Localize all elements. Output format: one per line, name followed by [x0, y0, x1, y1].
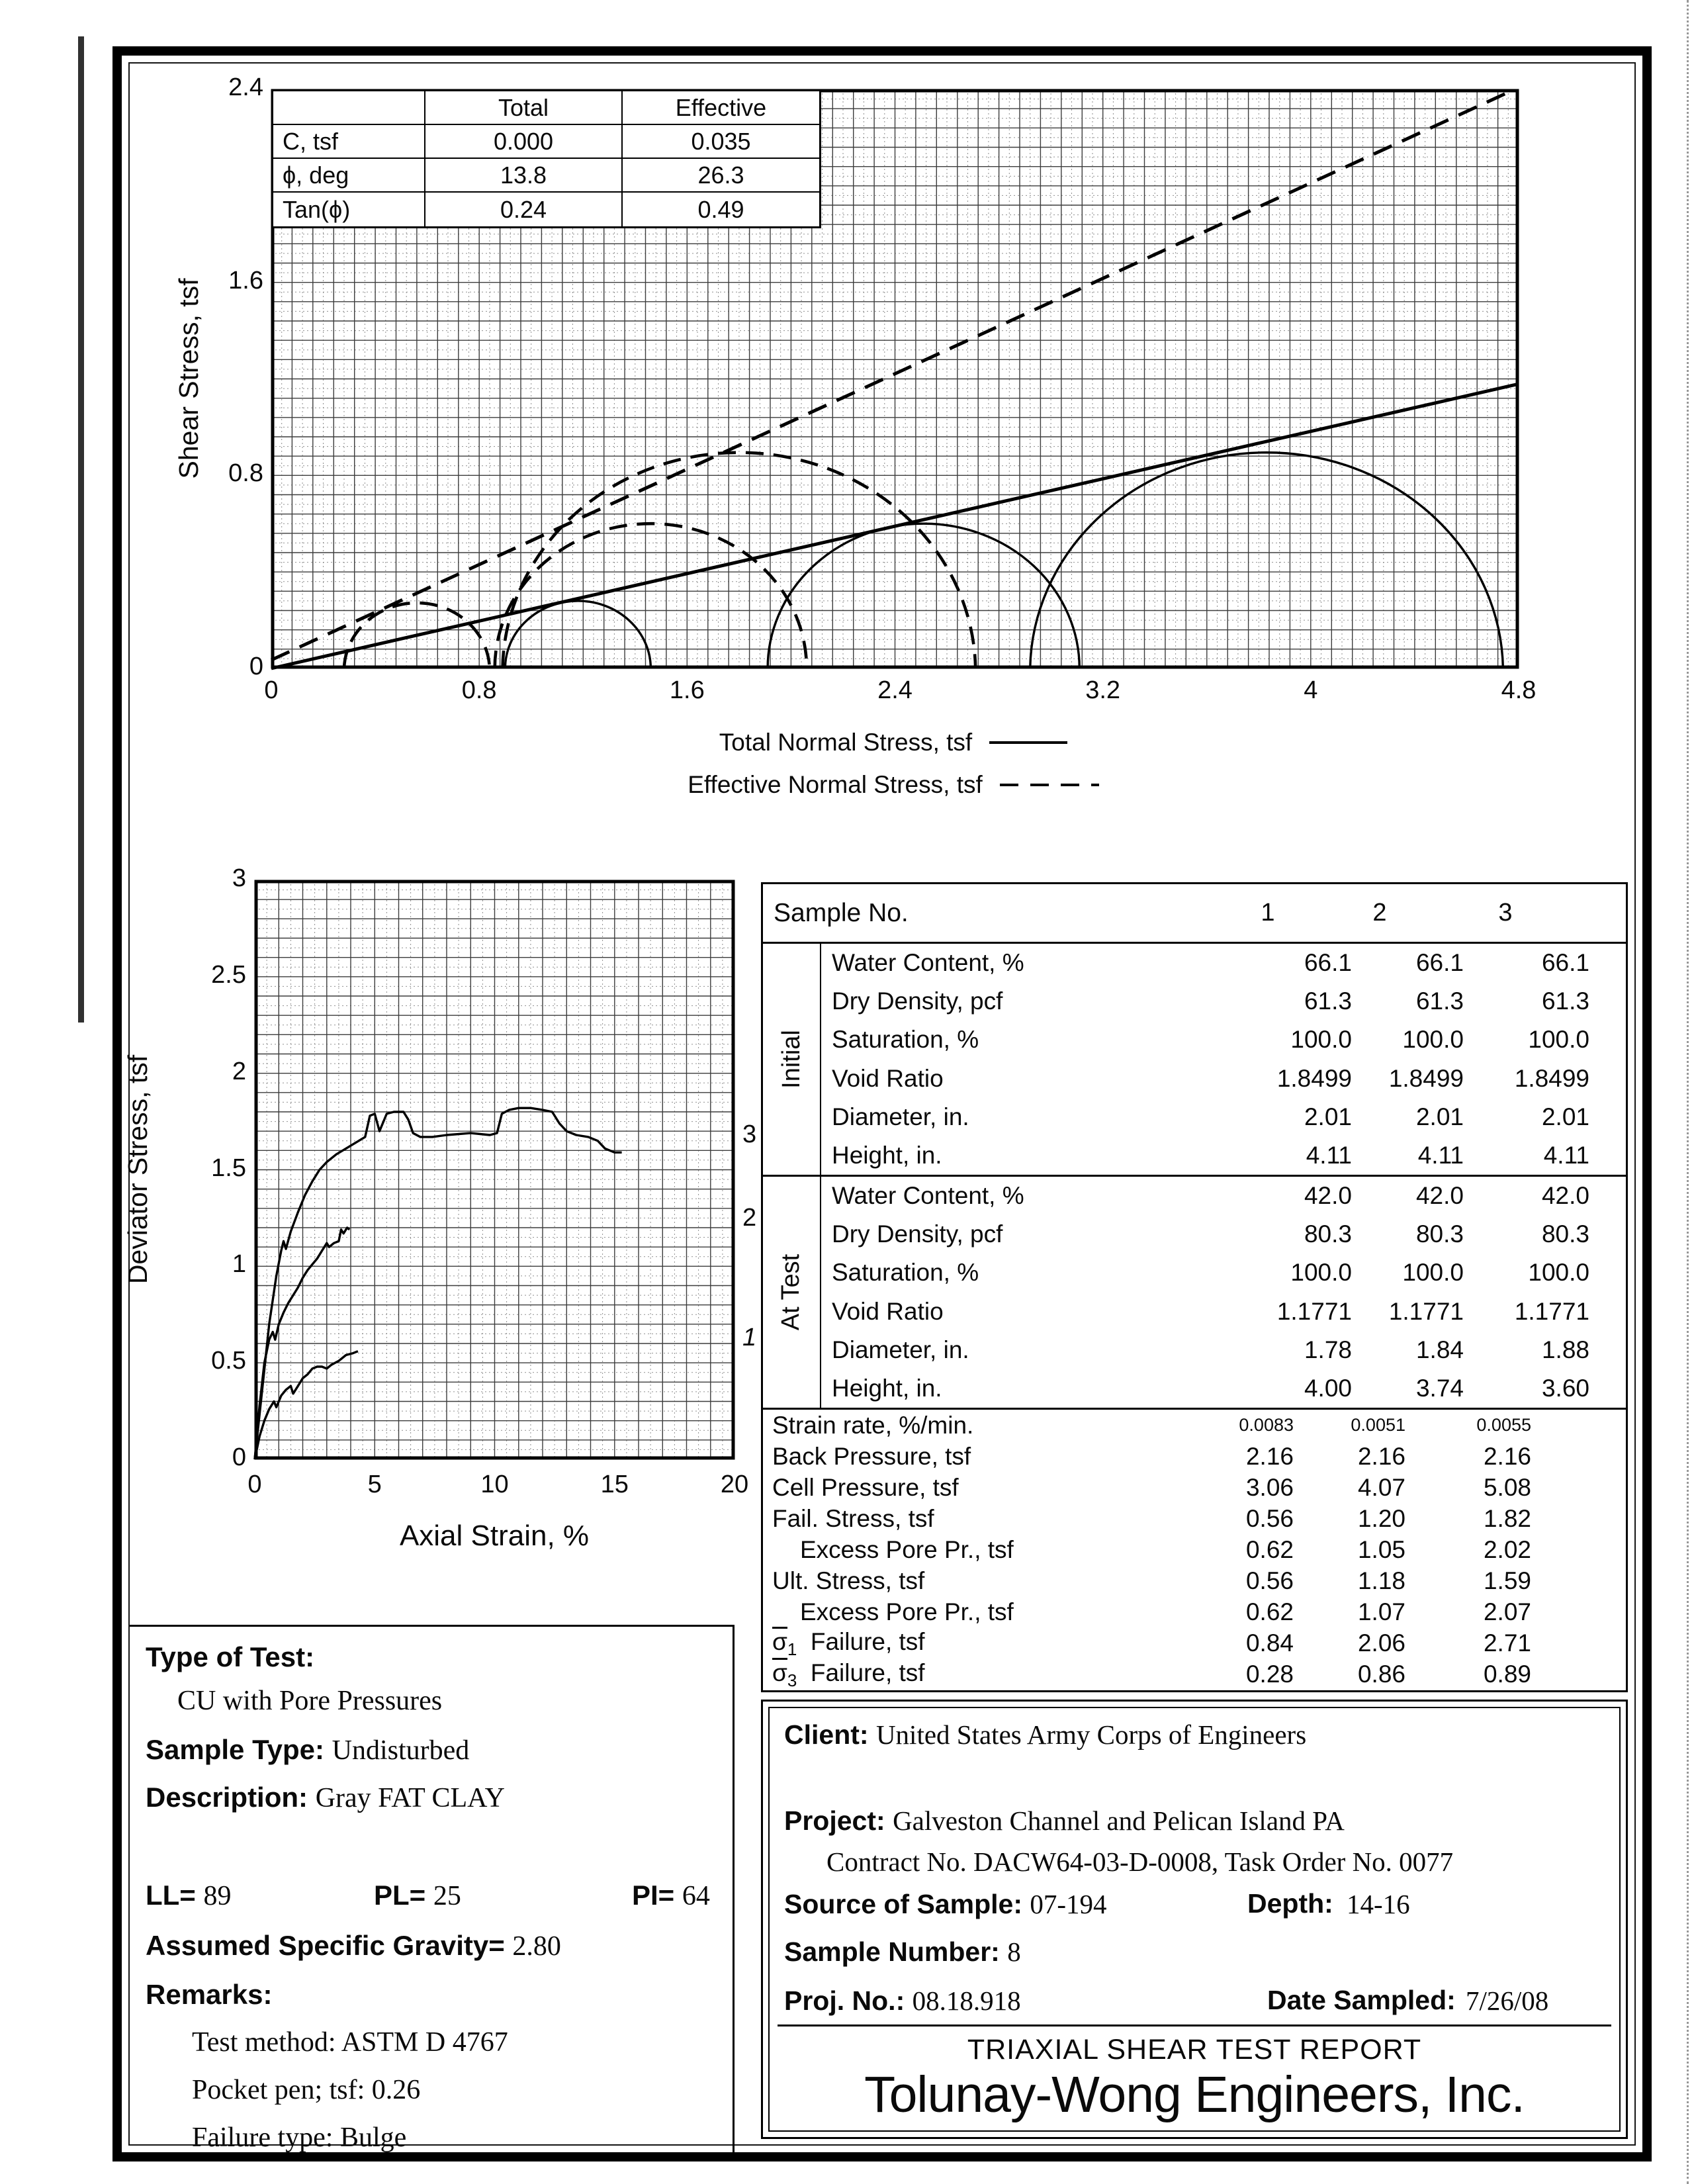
client-value: United States Army Corps of Engineers — [875, 1719, 1307, 1750]
gravity-line — [146, 1930, 726, 1964]
mohr-legend — [503, 721, 1284, 806]
value-cell: 1.8499 — [1388, 1064, 1464, 1092]
mohr-x-tick-label: 4.8 — [1501, 676, 1537, 704]
row-label: Back Pressure, tsf — [772, 1442, 971, 1470]
client-title-box — [761, 1700, 1628, 2139]
company-name: Tolunay-Wong Engineers, Inc. — [864, 2066, 1525, 2123]
table-row — [763, 1441, 1626, 1472]
depth-label: Depth: — [1247, 1888, 1333, 1919]
param-effective-value: 0.49 — [697, 195, 744, 223]
legend-label-effective: Effective Normal Stress, tsf — [688, 771, 983, 798]
type-of-test-box — [130, 1625, 735, 2152]
table-row — [763, 1534, 1626, 1565]
table-row — [763, 1472, 1626, 1503]
section-rotated-label — [763, 944, 821, 1175]
row-label: Ult. Stress, tsf — [772, 1567, 925, 1595]
section-rows — [821, 1177, 1626, 1408]
value-cell: 0.0055 — [1476, 1415, 1531, 1435]
strain-y-tick-label: 1 — [232, 1250, 246, 1279]
description-line — [146, 1782, 726, 1816]
value-cell: 66.1 — [1541, 949, 1589, 977]
projno-date-line — [784, 1985, 1549, 2017]
value-cell: 66.1 — [1304, 949, 1352, 977]
value-cell: 1.59 — [1483, 1567, 1531, 1595]
type-of-test-label: Type of Test: — [146, 1641, 315, 1672]
value-cell: 4.11 — [1306, 1141, 1352, 1169]
value-cell: 4.07 — [1357, 1473, 1405, 1501]
sample-table-lower-rows — [763, 1410, 1626, 1690]
sigma-bar-symbol: σ — [772, 1628, 787, 1656]
value-cell: 3.06 — [1245, 1473, 1294, 1501]
report-title: TRIAXIAL SHEAR TEST REPORT — [967, 2034, 1422, 2066]
value-cell: 80.3 — [1304, 1220, 1352, 1248]
strain-y-tick-label: 2.5 — [211, 960, 246, 989]
mohr-x-tick-label: 3.2 — [1085, 676, 1121, 704]
param-total-value: 0.000 — [425, 125, 623, 159]
table-row — [821, 1215, 1626, 1253]
value-cell: 2.01 — [1415, 1103, 1464, 1130]
value-cell: 42.0 — [1541, 1182, 1589, 1210]
project-label: Project: — [784, 1805, 885, 1836]
row-label: Water Content, % — [832, 1182, 1024, 1210]
strain-y-tick-label: 0 — [232, 1443, 246, 1471]
sample-number-value: 8 — [1007, 1936, 1021, 1967]
strain-x-tick-label: 15 — [600, 1471, 629, 1498]
value-cell: 100.0 — [1528, 1259, 1589, 1287]
ll-pair — [146, 1880, 232, 1912]
sample-table-header — [763, 884, 1626, 944]
value-cell: 80.3 — [1541, 1220, 1589, 1248]
description-value: Gray FAT CLAY — [315, 1783, 505, 1813]
table-row — [821, 1136, 1626, 1175]
value-cell: 80.3 — [1415, 1220, 1464, 1248]
project-line — [784, 1805, 1345, 1837]
table-row — [821, 1177, 1626, 1215]
strength-parameters-table — [271, 89, 821, 228]
pi-label: PI= — [632, 1880, 675, 1911]
row-label: Void Ratio — [832, 1064, 944, 1092]
project-value: Galveston Channel and Pelican Island PA — [893, 1805, 1345, 1836]
table-row — [821, 982, 1626, 1021]
source-depth-line — [784, 1888, 1410, 1920]
depth-value: 14-16 — [1347, 1889, 1410, 1919]
mohr-x-tick-label: 1.6 — [669, 676, 705, 704]
value-cell: 1.1771 — [1514, 1297, 1589, 1325]
strain-y-tick-label: 3 — [232, 864, 246, 892]
sample-id-header: 3 — [1498, 899, 1513, 927]
sigma-subscript: 3 — [787, 1670, 797, 1691]
param-header-effective: Effective — [623, 91, 819, 125]
value-cell: 2.71 — [1483, 1629, 1531, 1657]
legend-solid-line-sample — [989, 741, 1067, 744]
pi-value: 64 — [682, 1881, 710, 1911]
table-row — [763, 1503, 1626, 1534]
table-row — [821, 1331, 1626, 1369]
table-row — [821, 1369, 1626, 1408]
value-cell: 61.3 — [1304, 987, 1352, 1015]
value-cell: 0.56 — [1245, 1567, 1294, 1595]
mohr-y-axis-title: Shear Stress, tsf — [173, 278, 204, 479]
value-cell: 100.0 — [1402, 1259, 1464, 1287]
strain-y-tick-label: 2 — [232, 1057, 246, 1085]
value-cell: 1.78 — [1304, 1336, 1352, 1363]
value-cell: 4.00 — [1304, 1374, 1352, 1402]
legend-row-effective — [503, 764, 1284, 806]
value-cell: 2.01 — [1304, 1103, 1352, 1130]
pl-value: 25 — [433, 1881, 461, 1911]
value-cell: 2.07 — [1483, 1598, 1531, 1626]
curve-label-1: 1 — [742, 1323, 757, 1351]
value-cell: 42.0 — [1415, 1182, 1464, 1210]
value-cell: 61.3 — [1415, 987, 1464, 1015]
row-label: Water Content, % — [832, 949, 1024, 977]
pi-pair — [632, 1880, 710, 1912]
param-corner-cell — [273, 91, 425, 125]
value-cell: 61.3 — [1541, 987, 1589, 1015]
value-cell: 100.0 — [1528, 1026, 1589, 1054]
row-label: Diameter, in. — [832, 1336, 969, 1363]
value-cell: 2.01 — [1541, 1103, 1589, 1130]
sample-number-line — [784, 1936, 1021, 1968]
strain-x-tick-label: 5 — [367, 1471, 382, 1498]
proj-no-value: 08.18.918 — [912, 1985, 1021, 2016]
gravity-label: Assumed Specific Gravity= — [146, 1930, 505, 1961]
value-cell: 0.56 — [1245, 1504, 1294, 1532]
value-cell: 0.0051 — [1351, 1415, 1405, 1435]
row-label: Height, in. — [832, 1141, 942, 1169]
value-cell: 5.08 — [1483, 1473, 1531, 1501]
value-cell: 1.05 — [1357, 1535, 1405, 1563]
param-effective-value: 0.035 — [623, 125, 819, 159]
legend-dashed-line-sample — [1000, 784, 1099, 786]
value-cell: 2.06 — [1357, 1629, 1405, 1657]
remark-line: Pocket pen; tsf: 0.26 — [192, 2075, 421, 2105]
row-label: Dry Density, pcf — [832, 1220, 1003, 1248]
legend-row-total — [503, 721, 1284, 764]
table-section-at-test — [763, 1177, 1626, 1410]
source-label: Source of Sample: — [784, 1889, 1022, 1919]
value-cell: 100.0 — [1290, 1026, 1352, 1054]
mohr-x-tick-label: 2.4 — [877, 676, 913, 704]
type-of-test-value: CU with Pore Pressures — [177, 1686, 443, 1716]
value-cell: 0.86 — [1357, 1661, 1405, 1688]
sample-no-label: Sample No. — [774, 899, 909, 927]
param-row-label: C, tsf — [273, 125, 425, 159]
section-group-label: Initial — [777, 1030, 805, 1089]
table-row — [763, 1659, 1626, 1690]
legend-label-total: Total Normal Stress, tsf — [719, 729, 973, 756]
row-label: Void Ratio — [832, 1297, 944, 1325]
strain-y-tick-label: 1.5 — [211, 1154, 246, 1182]
row-label: Dry Density, pcf — [832, 987, 1003, 1015]
sample-type-value: Undisturbed — [332, 1735, 470, 1766]
curve-label-2: 2 — [742, 1203, 757, 1232]
strain-x-tick-label: 10 — [480, 1471, 509, 1498]
title-divider-line — [778, 2025, 1611, 2026]
table-section-initial — [763, 944, 1626, 1177]
section-group-label: At Test — [777, 1253, 805, 1331]
remark-line: Test method: ASTM D 4767 — [192, 2027, 508, 2058]
row-label: Fail. Stress, tsf — [772, 1504, 934, 1532]
gravity-value: 2.80 — [512, 1931, 561, 1962]
value-cell: 0.89 — [1483, 1661, 1531, 1688]
value-cell: 1.88 — [1541, 1336, 1589, 1363]
table-row — [763, 1597, 1626, 1628]
row-label: Excess Pore Pr., tsf — [800, 1535, 1014, 1563]
value-cell: 1.82 — [1483, 1504, 1531, 1532]
client-box-inner-border — [768, 1707, 1621, 2132]
mohr-circle-total — [1030, 453, 1503, 668]
curve-label-3: 3 — [742, 1120, 757, 1149]
table-row — [821, 1293, 1626, 1331]
value-cell: 1.1771 — [1388, 1297, 1464, 1325]
param-total-value: 13.8 — [425, 159, 623, 193]
row-label: $\sigma_1$ Failure, tsf — [772, 1628, 925, 1660]
value-cell: 0.84 — [1245, 1629, 1294, 1657]
value-cell: 4.11 — [1417, 1141, 1464, 1169]
strain-y-axis-title: Deviator Stress, tsf — [122, 1054, 153, 1285]
value-cell: 100.0 — [1402, 1026, 1464, 1054]
description-label: Description: — [146, 1782, 308, 1813]
value-cell: 2.16 — [1483, 1442, 1531, 1470]
sample-type-label: Sample Type: — [146, 1734, 324, 1765]
sample-id-header: 2 — [1372, 899, 1387, 927]
sample-id-header: 1 — [1261, 899, 1275, 927]
value-cell: 2.16 — [1357, 1442, 1405, 1470]
client-label: Client: — [784, 1719, 869, 1750]
row-label: Saturation, % — [832, 1026, 979, 1054]
value-cell: 3.60 — [1541, 1374, 1589, 1402]
value-cell: 1.8499 — [1514, 1064, 1589, 1092]
ll-label: LL= — [146, 1880, 196, 1911]
table-row — [821, 1253, 1626, 1292]
row-label: Cell Pressure, tsf — [772, 1473, 959, 1501]
table-row — [763, 1410, 1626, 1441]
contract-line: Contract No. DACW64-03-D-0008, Task Order No. 0077 — [826, 1846, 1454, 1877]
mohr-y-tick-label: 0.8 — [228, 459, 263, 488]
date-sampled-label: Date Sampled: — [1267, 1985, 1456, 2015]
value-cell: 0.62 — [1245, 1598, 1294, 1626]
value-cell: 2.02 — [1483, 1535, 1531, 1563]
table-row — [763, 1566, 1626, 1597]
remarks-label: Remarks: — [146, 1979, 273, 2010]
strain-x-tick-label: 20 — [720, 1471, 749, 1498]
strain-plot-svg — [255, 880, 735, 1459]
row-label: Height, in. — [832, 1374, 942, 1402]
value-cell: 42.0 — [1304, 1182, 1352, 1210]
sample-data-table — [761, 882, 1628, 1692]
section-rows — [821, 944, 1626, 1175]
param-effective-value: 26.3 — [623, 159, 819, 193]
source-value: 07-194 — [1030, 1889, 1107, 1919]
value-cell: 0.62 — [1245, 1535, 1294, 1563]
mohr-y-tick-label: 2.4 — [228, 73, 263, 101]
atterberg-line — [146, 1880, 726, 1914]
table-row — [821, 1098, 1626, 1136]
table-row — [821, 944, 1626, 982]
ll-value: 89 — [203, 1881, 232, 1911]
row-label: Saturation, % — [832, 1259, 979, 1287]
value-cell: 66.1 — [1415, 949, 1464, 977]
value-cell: 1.07 — [1357, 1598, 1405, 1626]
sample-number-label: Sample Number: — [784, 1936, 1000, 1967]
mohr-x-tick-label: 4 — [1304, 676, 1318, 704]
value-cell: 1.8499 — [1276, 1064, 1352, 1092]
mohr-y-tick-label: 0 — [249, 653, 263, 680]
table-row — [821, 1021, 1626, 1059]
mohr-y-tick-label: 1.6 — [228, 266, 263, 295]
client-line — [784, 1719, 1306, 1751]
value-cell: 1.84 — [1415, 1336, 1464, 1363]
mohr-x-tick-label: 0 — [264, 676, 279, 704]
strain-x-axis-title: Axial Strain, % — [399, 1520, 590, 1552]
value-cell: 3.74 — [1415, 1374, 1464, 1402]
row-label: Excess Pore Pr., tsf — [800, 1598, 1014, 1626]
remark-line: Failure type: Bulge — [192, 2122, 407, 2153]
strain-y-tick-label: 0.5 — [211, 1347, 246, 1375]
row-label: $\sigma_3$ Failure, tsf — [772, 1659, 925, 1691]
table-row — [821, 1060, 1626, 1098]
sample-type-line — [146, 1734, 726, 1768]
stress-strain-curve-1 — [255, 1351, 358, 1459]
proj-no-label: Proj. No.: — [784, 1985, 905, 2016]
scan-artifact-left-streak — [78, 36, 84, 1023]
row-label: Strain rate, %/min. — [772, 1411, 974, 1439]
value-cell: 100.0 — [1290, 1259, 1352, 1287]
mohr-x-tick-label: 0.8 — [461, 676, 497, 704]
value-cell: 4.11 — [1543, 1141, 1589, 1169]
pl-label: PL= — [374, 1880, 426, 1911]
value-cell: 0.28 — [1245, 1661, 1294, 1688]
scan-artifact-right-dots — [1687, 0, 1689, 2184]
pl-pair — [374, 1880, 461, 1912]
param-header-total: Total — [425, 91, 623, 125]
value-cell: 1.20 — [1357, 1504, 1405, 1532]
sigma-bar-symbol: σ — [772, 1659, 787, 1687]
row-label: Diameter, in. — [832, 1103, 969, 1130]
value-cell: 1.18 — [1357, 1567, 1405, 1595]
value-cell: 2.16 — [1245, 1442, 1294, 1470]
section-rotated-label — [763, 1177, 821, 1408]
value-cell: 0.0083 — [1239, 1415, 1294, 1435]
sigma-subscript: 1 — [787, 1639, 797, 1660]
strain-x-tick-label: 0 — [247, 1471, 262, 1498]
param-row-label: Tan(ϕ) — [273, 193, 425, 226]
table-row — [763, 1628, 1626, 1659]
param-total-value: 0.24 — [425, 193, 623, 226]
param-row-label: ϕ, deg — [273, 159, 425, 193]
date-sampled-value: 7/26/08 — [1466, 1985, 1549, 2016]
value-cell: 1.1771 — [1276, 1297, 1352, 1325]
